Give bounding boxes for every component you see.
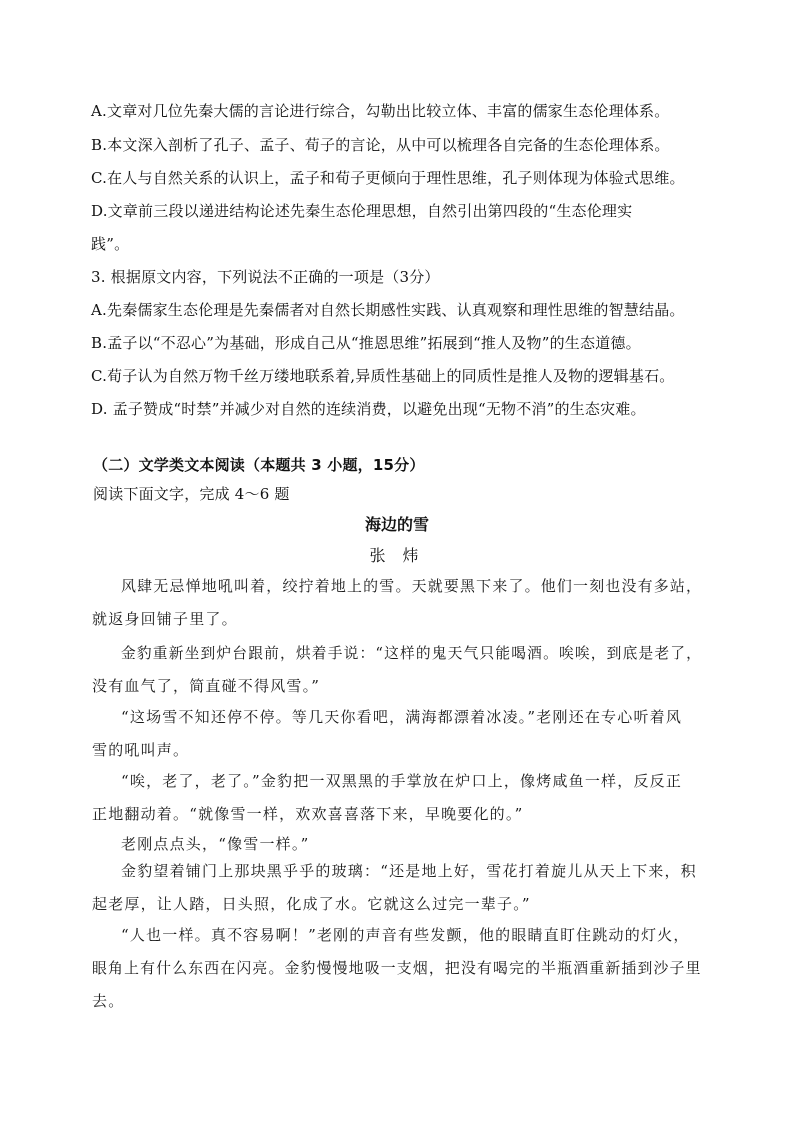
paragraph-1-line-2: 就返身回铺子里了。	[92, 610, 238, 628]
paragraph-6-line-2: 起老厚，让人踏，日头照，化成了水。它就这么过完一辈子。”	[92, 895, 531, 913]
paragraph-3-line-2: 雪的吼叫声。	[92, 741, 190, 759]
paragraph-4-line-2: 正地翻动着。“就像雪一样，欢欢喜喜落下来，早晚要化的。”	[92, 805, 524, 823]
paragraph-1-line-1: 风肆无忌惮地吼叫着，绞拧着地上的雪。天就要黑下来了。他们一刻也没有多站，	[121, 577, 703, 595]
paragraph-4-line-1: “唉，老了，老了。”金豹把一双黑黑的手掌放在炉口上，像烤咸鱼一样，反反正	[121, 772, 683, 790]
question-3-option-b: B.孟子以“不忍心”为基础，形成自己从“推恩思维”拓展到“推人及物”的生态道德。	[91, 334, 641, 352]
option-a: A.文章对几位先秦大儒的言论进行综合，勾勒出比较立体、丰富的儒家生态伦理体系。	[91, 102, 670, 120]
question-3-option-c: C.荀子认为自然万物千丝万缕地联系着,异质性基础上的同质性是推人及物的逻辑基石。	[91, 367, 675, 385]
question-3-stem: 3. 根据原文内容，下列说法不正确的一项是（3分）	[91, 268, 440, 286]
paragraph-7-line-2: 眼角上有什么东西在闪亮。金豹慢慢地吸一支烟，把没有喝完的半瓶酒重新插到沙子里	[92, 959, 702, 977]
paragraph-5-line-1: 老刚点点头，“像雪一样。”	[121, 835, 310, 853]
option-c: C.在人与自然关系的认识上，孟子和荀子更倾向于理性思维，孔子则体现为体验式思维。	[91, 169, 685, 187]
story-title: 海边的雪	[364, 515, 429, 534]
option-b: B.本文深入剖析了孔子、孟子、荀子的言论，从中可以梳理各自完备的生态伦理体系。	[91, 136, 670, 154]
section-heading: （二）文学类文本阅读（本题共 3 小题，15分）	[93, 456, 425, 474]
option-d-line-2: 践”。	[91, 235, 130, 253]
option-d-line-1: D.文章前三段以递进结构论述先秦生态伦理思想，自然引出第四段的“生态伦理实	[91, 202, 633, 220]
paragraph-2-line-1: 金豹重新坐到炉台跟前，烘着手说：“这样的鬼天气只能喝酒。唉唉，到底是老了，	[121, 644, 703, 662]
paragraph-7-line-1: “人也一样。真不容易啊！”老刚的声音有些发颤，他的眼睛直盯住跳动的灯火，	[121, 926, 690, 944]
question-3-option-a: A.先秦儒家生态伦理是先秦儒者对自然长期感性实践、认真观察和理性思维的智慧结晶。	[91, 301, 685, 319]
paragraph-7-line-3: 去。	[92, 992, 125, 1010]
story-author: 张 炜	[369, 546, 425, 565]
section-instruction: 阅读下面文字，完成 4～6 题	[93, 485, 290, 503]
paragraph-3-line-1: “这场雪不知还停不停。等几天你看吧，满海都漂着冰凌。”老刚还在专心听着风	[121, 708, 683, 726]
paragraph-6-line-1: 金豹望着铺门上那块黑乎乎的玻璃：“还是地上好，雪花打着旋儿从天上下来，积	[121, 862, 697, 880]
paragraph-2-line-2: 没有血气了，简直碰不得风雪。”	[92, 677, 321, 695]
question-3-option-d: D. 孟子赞成“时禁”并减少对自然的连续消费，以避免出现“无物不消”的生态灾难。	[91, 400, 646, 418]
